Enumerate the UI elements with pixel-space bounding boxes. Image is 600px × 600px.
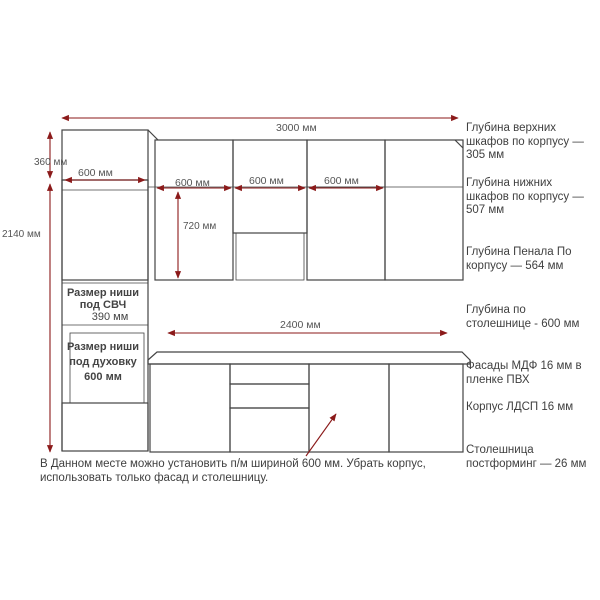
dim-pointer-arrow bbox=[306, 414, 336, 456]
note-wall-depth: Глубина верхних шкафов по корпусу — 305 мм bbox=[466, 122, 584, 161]
base-drawer-1 bbox=[230, 364, 309, 384]
note-tall-depth: Глубина Пенала По корпусу — 564 мм bbox=[466, 246, 572, 272]
base-drawer-3 bbox=[230, 408, 309, 452]
wall-cabinet-1 bbox=[155, 140, 233, 280]
label-wall-width-3: 600 мм bbox=[324, 175, 359, 187]
note-body: Корпус ЛДСП 16 мм bbox=[466, 401, 574, 413]
tall-cabinet-lower-box bbox=[62, 403, 148, 451]
oven-niche-label-1: Размер ниши bbox=[66, 341, 140, 353]
hood-niche bbox=[236, 233, 304, 280]
oven-niche-label-3: 600 мм bbox=[84, 371, 122, 383]
note-countertop-material: Столешница постформинг — 26 мм bbox=[466, 444, 587, 470]
label-top-height: 360 мм bbox=[34, 157, 68, 168]
label-countertop: 2400 мм bbox=[280, 319, 321, 331]
label-wall-width-2: 600 мм bbox=[249, 175, 284, 187]
base-drawer-2 bbox=[230, 384, 309, 408]
wall-cabinet-4-bevel bbox=[455, 140, 463, 148]
label-total-width: 3000 мм bbox=[276, 122, 317, 134]
microwave-niche-label-3: 390 мм bbox=[91, 311, 129, 323]
wall-cabinet-3 bbox=[307, 140, 385, 280]
niche-labels bbox=[67, 287, 139, 383]
label-wall-width-1: 600 мм bbox=[175, 177, 210, 189]
wall-cabinets bbox=[148, 140, 463, 280]
label-total-height: 2140 мм bbox=[2, 229, 41, 240]
base-cabinets bbox=[148, 352, 470, 452]
bottom-note: В Данном месте можно установить п/м шириной 600 мм. Убрать корпус, использовать только фасад и столешницу. bbox=[40, 458, 426, 484]
base-cabinet-1 bbox=[150, 364, 230, 452]
microwave-niche-label-1: Размер ниши bbox=[66, 287, 140, 299]
countertop bbox=[148, 352, 470, 364]
note-facades: Фасады МДФ 16 мм в пленке ПВХ bbox=[466, 360, 582, 386]
base-cabinet-3 bbox=[309, 364, 389, 452]
oven-niche-label-2: под духовку bbox=[69, 356, 137, 368]
tall-cabinet-top-bevel bbox=[148, 130, 158, 140]
note-countertop-depth: Глубина по столешнице - 600 мм bbox=[466, 304, 580, 330]
tall-cabinet-upper-box bbox=[62, 180, 148, 280]
label-tall-width: 600 мм bbox=[78, 167, 113, 179]
microwave-niche-label-2: под СВЧ bbox=[79, 299, 127, 311]
dimension-labels bbox=[2, 122, 359, 331]
wall-cabinet-4 bbox=[385, 140, 463, 280]
label-wall-height: 720 мм bbox=[183, 221, 217, 232]
base-cabinet-4 bbox=[389, 364, 463, 452]
note-base-depth: Глубина нижних шкафов по корпусу — 507 мм bbox=[466, 177, 584, 216]
